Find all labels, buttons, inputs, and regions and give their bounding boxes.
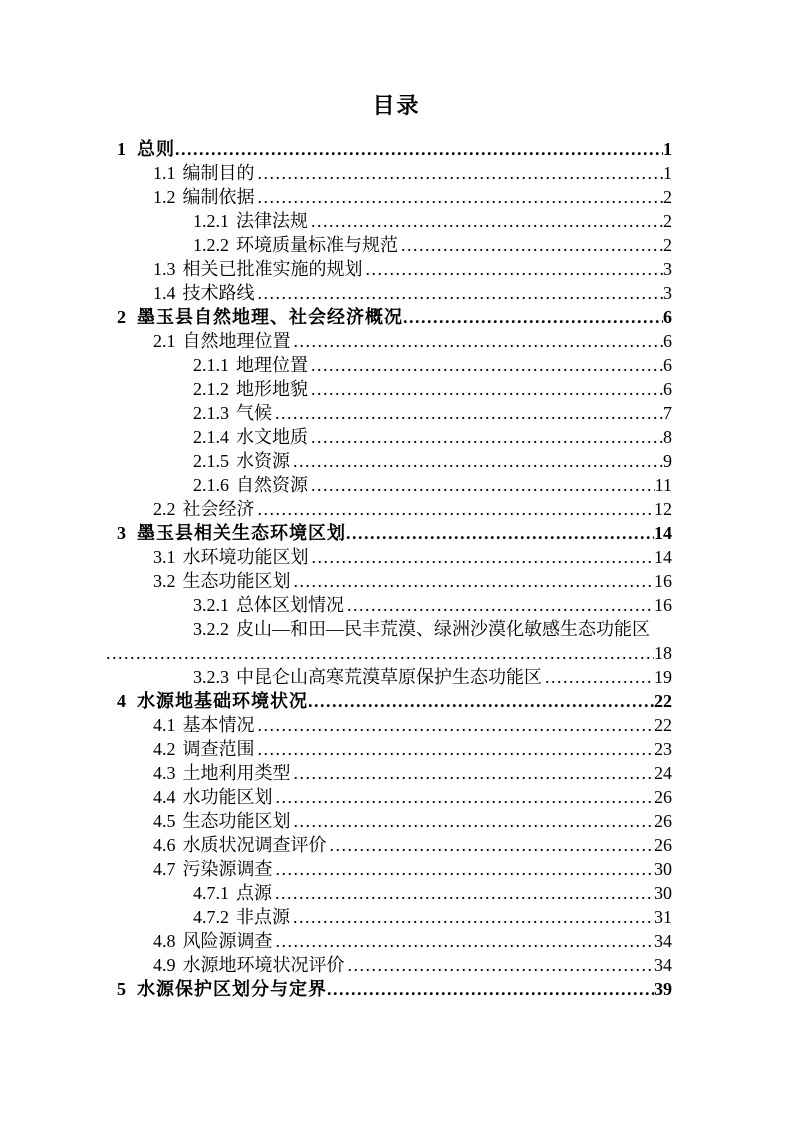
toc-entry-page: 6 [663, 331, 672, 351]
toc-entry-title: 墨玉县相关生态环境区划 [137, 523, 346, 543]
dot-leader [293, 449, 663, 473]
toc-entry-title: 社会经济 [182, 499, 255, 519]
toc-entry-page: 9 [663, 451, 672, 471]
toc-entry-page: 6 [663, 379, 672, 399]
toc-entry [103, 497, 672, 521]
toc-entry-page: 12 [654, 499, 672, 519]
toc-entry [103, 929, 672, 953]
dot-leader [175, 137, 663, 161]
dot-leader [275, 881, 654, 905]
dot-leader [401, 233, 663, 257]
toc-entry-label [153, 833, 327, 857]
toc-entry-page: 14 [654, 547, 672, 567]
toc-entry-title: 点源 [236, 883, 272, 903]
dot-leader [311, 353, 663, 377]
toc-entry-number: 2.1.2 [193, 379, 229, 399]
toc-entry-number: 2.1.5 [193, 451, 229, 471]
toc-entry [103, 905, 672, 929]
toc-entry-label [193, 473, 308, 497]
dot-leader [311, 209, 663, 233]
toc-entry-page: 30 [654, 859, 672, 879]
toc-entry-title: 环境质量标准与规范 [236, 235, 398, 255]
toc-entry-page: 16 [654, 595, 672, 615]
toc-entry-label [193, 233, 398, 257]
toc-entry-number: 5 [117, 979, 126, 999]
toc-entry-label [193, 449, 290, 473]
toc-entry-label [193, 209, 308, 233]
toc-entry [103, 833, 672, 857]
dot-leader [258, 185, 664, 209]
toc-entry-title: 水源地基础环境状况 [137, 691, 308, 711]
toc-entry-page: 34 [654, 955, 672, 975]
toc-entry [103, 137, 672, 161]
toc-entry-number: 2 [117, 307, 126, 327]
toc-entry-number: 1.4 [153, 283, 176, 303]
toc-entry-page: 2 [663, 211, 672, 231]
toc-entry [103, 665, 672, 689]
dot-leader [294, 761, 655, 785]
toc-entry-title: 相关已批准实施的规划 [182, 259, 363, 279]
toc-entry [103, 881, 672, 905]
toc-entry [103, 737, 672, 761]
toc-entry [103, 713, 672, 737]
toc-entry [103, 281, 672, 305]
toc-entry [103, 329, 672, 353]
toc-entry-number: 4.3 [153, 763, 176, 783]
toc-entry [103, 377, 672, 401]
toc-entry-page: 24 [654, 763, 672, 783]
toc-entry-label [193, 377, 308, 401]
toc-entry-number: 4.7.2 [193, 907, 229, 927]
toc-entry-label [153, 569, 291, 593]
toc-entry-label [117, 305, 403, 329]
dot-leader [258, 713, 655, 737]
toc-entry-title: 自然地理位置 [182, 331, 291, 351]
toc-entry-number: 1.3 [153, 259, 176, 279]
toc-entry-title: 非点源 [236, 907, 290, 927]
toc-entry-label [117, 689, 308, 713]
dot-leader [276, 857, 655, 881]
toc-entry-title: 生态功能区划 [182, 811, 291, 831]
toc-entry-number: 4.1 [153, 715, 176, 735]
toc-entry [103, 857, 672, 881]
toc-entry-page: 18 [654, 643, 672, 663]
toc-entry-page: 22 [654, 715, 672, 735]
toc-entry-page: 31 [654, 907, 672, 927]
toc-entry-title: 水源地环境状况评价 [182, 955, 345, 975]
toc-entry-title: 编制目的 [182, 163, 255, 183]
toc-entry [103, 233, 672, 257]
toc-entry-title: 水文地质 [236, 427, 308, 447]
toc-entry-label [153, 785, 273, 809]
toc-entry-title: 水功能区划 [182, 787, 273, 807]
toc-entry-number: 4.9 [153, 955, 176, 975]
dot-leader [294, 809, 655, 833]
toc-entry-title: 自然资源 [236, 475, 308, 495]
toc-entry-number: 4.2 [153, 739, 176, 759]
toc-entry-title: 皮山—和田—民丰荒漠、绿洲沙漠化敏感生态功能区 [236, 619, 650, 639]
toc-entry-label [117, 137, 175, 161]
dot-leader [258, 281, 664, 305]
toc-entry [103, 809, 672, 833]
toc-entry-number: 4.4 [153, 787, 176, 807]
toc-entry-number: 1.2.1 [193, 211, 229, 231]
toc-entry-number: 3.2.2 [193, 619, 229, 639]
toc-entry-number: 2.1 [153, 331, 176, 351]
toc-entry-number: 3.1 [153, 547, 176, 567]
toc-entry-label [153, 329, 291, 353]
toc-entry-title: 生态功能区划 [182, 571, 291, 591]
toc-entry-page: 1 [663, 139, 672, 159]
dot-leader [347, 593, 654, 617]
toc-entry-page: 6 [663, 355, 672, 375]
dot-leader [258, 161, 664, 185]
toc-entry-number: 3.2 [153, 571, 176, 591]
toc-entry-number: 4.7 [153, 859, 176, 879]
dot-leader [545, 665, 654, 689]
toc-entry [103, 689, 672, 713]
dot-leader [294, 329, 664, 353]
dot-leader [366, 257, 664, 281]
toc-entry-title: 技术路线 [182, 283, 255, 303]
toc-entry-number: 1.2 [153, 187, 176, 207]
toc-entry-page: 8 [663, 427, 672, 447]
toc-entry-label [153, 761, 291, 785]
toc-entry-label [153, 281, 255, 305]
toc-entry-label [153, 545, 309, 569]
toc-entry-label [153, 497, 255, 521]
dot-leader [311, 473, 655, 497]
toc-entry [103, 425, 672, 449]
toc-entry-label [117, 521, 346, 545]
toc-entry-label [153, 713, 255, 737]
toc-entry-page: 3 [663, 259, 672, 279]
toc-entry-label [153, 257, 363, 281]
toc-entry-number: 2.1.3 [193, 403, 229, 423]
toc-entry-label [193, 617, 650, 641]
toc-entry [103, 353, 672, 377]
toc-entry-label [193, 353, 308, 377]
toc-entry-title: 地理位置 [236, 355, 308, 375]
toc-entry-label [193, 425, 308, 449]
toc-entry-title: 水环境功能区划 [182, 547, 309, 567]
dot-leader [308, 689, 654, 713]
toc-entry [103, 617, 672, 641]
toc-entry-number: 1.1 [153, 163, 176, 183]
toc-entry [103, 305, 672, 329]
dot-leader [106, 641, 654, 665]
toc-entry-number: 3 [117, 523, 126, 543]
toc-entry-label [193, 665, 542, 689]
dot-leader [258, 497, 655, 521]
dot-leader [294, 569, 655, 593]
dot-leader [275, 401, 663, 425]
toc-entry-page: 6 [663, 307, 672, 327]
toc-entry-label [153, 953, 345, 977]
toc-entry-title: 地形地貌 [236, 379, 308, 399]
dot-leader [311, 377, 663, 401]
dot-leader [258, 737, 655, 761]
toc-entry-label [193, 881, 272, 905]
toc-entry-label [153, 857, 273, 881]
toc-entry-page: 23 [654, 739, 672, 759]
toc-entry-number: 2.2 [153, 499, 176, 519]
toc-entry-page: 2 [663, 235, 672, 255]
toc-entry-page: 26 [654, 811, 672, 831]
toc-entry-label [193, 401, 272, 425]
toc-entry [103, 209, 672, 233]
toc-entry-label [193, 905, 290, 929]
toc-entry-title: 编制依据 [182, 187, 255, 207]
toc-entry-number: 4.6 [153, 835, 176, 855]
toc-entry-page: 11 [654, 475, 672, 495]
toc-entry [103, 785, 672, 809]
toc-entry-number: 2.1.1 [193, 355, 229, 375]
toc-entry [103, 473, 672, 497]
toc-entry-title: 水质状况调查评价 [182, 835, 327, 855]
toc-entry-title: 墨玉县自然地理、社会经济概况 [137, 307, 403, 327]
toc-entry-page: 19 [654, 667, 672, 687]
toc-entry [103, 257, 672, 281]
toc-entry-page: 34 [654, 931, 672, 951]
toc-entry-title: 基本情况 [182, 715, 255, 735]
toc-entry-number: 3.2.1 [193, 595, 229, 615]
toc-entry-page: 2 [663, 187, 672, 207]
toc-entry-page: 7 [663, 403, 672, 423]
toc-entry-page: 1 [663, 163, 672, 183]
toc-entry-number: 2.1.6 [193, 475, 229, 495]
dot-leader [311, 425, 663, 449]
toc-entry-number: 4.8 [153, 931, 176, 951]
toc-entry-label [153, 161, 255, 185]
toc-entry [103, 545, 672, 569]
toc-entry [103, 569, 672, 593]
toc-list [103, 137, 672, 1001]
toc-entry [103, 977, 672, 1001]
toc-entry-page: 39 [654, 979, 672, 999]
toc-entry-label [153, 737, 255, 761]
toc-entry-page: 26 [654, 787, 672, 807]
toc-entry-title: 水源保护区划分与定界 [137, 979, 327, 999]
toc-entry [103, 521, 672, 545]
toc-entry-label [117, 977, 327, 1001]
dot-leader [293, 905, 654, 929]
toc-entry-title: 水资源 [236, 451, 290, 471]
dot-leader [346, 521, 654, 545]
toc-entry-number: 4.5 [153, 811, 176, 831]
toc-entry-number: 4 [117, 691, 126, 711]
toc-entry-page: 3 [663, 283, 672, 303]
toc-entry-title: 土地利用类型 [182, 763, 291, 783]
toc-entry-continuation [103, 641, 672, 665]
toc-entry-title: 污染源调查 [182, 859, 273, 879]
toc-entry [103, 761, 672, 785]
toc-entry [103, 401, 672, 425]
toc-entry-page: 30 [654, 883, 672, 903]
toc-entry-number: 4.7.1 [193, 883, 229, 903]
toc-entry [103, 593, 672, 617]
toc-entry-title: 调查范围 [182, 739, 255, 759]
toc-entry-title: 总体区划情况 [236, 595, 344, 615]
dot-leader [312, 545, 655, 569]
toc-entry [103, 185, 672, 209]
dot-leader [348, 953, 655, 977]
toc-entry-title: 总则 [137, 139, 175, 159]
dot-leader [403, 305, 663, 329]
toc-entry-title: 中昆仑山高寒荒漠草原保护生态功能区 [236, 667, 542, 687]
toc-entry-page: 26 [654, 835, 672, 855]
page-title: 目录 [372, 93, 421, 118]
toc-entry [103, 161, 672, 185]
toc-entry-title: 风险源调查 [182, 931, 273, 951]
dot-leader [327, 977, 654, 1001]
toc-entry-page: 22 [654, 691, 672, 711]
toc-entry-number: 3.2.3 [193, 667, 229, 687]
toc-entry-number: 1.2.2 [193, 235, 229, 255]
toc-entry-title: 气候 [236, 403, 272, 423]
toc-entry-label [153, 809, 291, 833]
toc-entry [103, 449, 672, 473]
toc-entry-label [153, 929, 273, 953]
toc-entry [103, 953, 672, 977]
toc-entry-label [193, 593, 344, 617]
toc-entry-page: 14 [654, 523, 672, 543]
toc-entry-title: 法律法规 [236, 211, 308, 231]
dot-leader [276, 929, 655, 953]
toc-entry-number: 2.1.4 [193, 427, 229, 447]
toc-entry-page: 16 [654, 571, 672, 591]
dot-leader [276, 785, 655, 809]
toc-entry-label [153, 185, 255, 209]
toc-entry-number: 1 [117, 139, 126, 159]
dot-leader [330, 833, 655, 857]
